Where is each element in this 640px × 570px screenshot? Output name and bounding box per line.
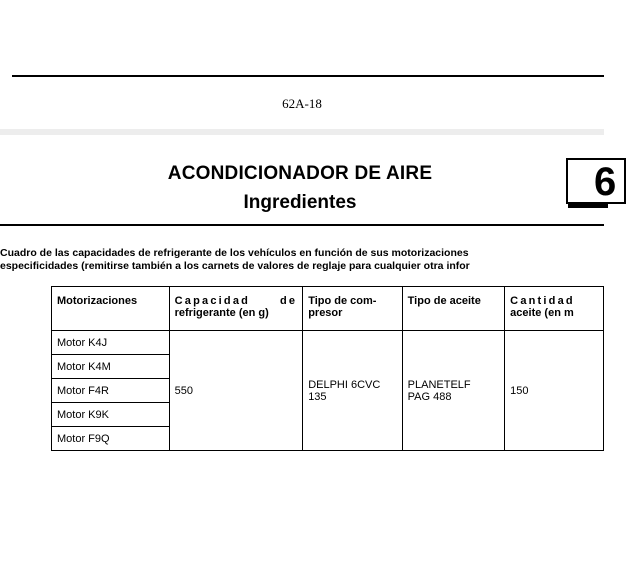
intro-line-2: especificidades (remitirse también a los carnets de valores de reglaje para cualquier otra infor	[0, 260, 470, 272]
engine-cell: Motor F9Q	[52, 427, 170, 451]
refrigerant-table	[51, 286, 604, 451]
refrigerant-capacity-cell: 550	[169, 331, 303, 451]
section-subtitle: Ingredientes	[243, 192, 357, 213]
engine-cell: Motor K4J	[52, 331, 170, 355]
oil-type-cell: PLANETELF PAG 488	[402, 331, 505, 451]
chapter-badge-shadow	[568, 204, 608, 208]
page-number: 62A-18	[282, 96, 322, 111]
header-engines: Motorizaciones	[52, 287, 170, 331]
section-rule	[0, 224, 604, 226]
table-row	[52, 331, 604, 355]
header-refrigerant-capacity: Capacidad de refrigerante (en g)	[169, 287, 303, 331]
intro-paragraph	[0, 247, 640, 273]
engine-cell: Motor F4R	[52, 379, 170, 403]
table-header-row	[52, 287, 604, 331]
header-compressor-type: Tipo de com- presor	[303, 287, 402, 331]
header-oil-type: Tipo de aceite	[402, 287, 505, 331]
header-rule	[12, 75, 604, 77]
oil-quantity-cell: 150	[505, 331, 604, 451]
header-oil-quantity: Cantidad aceite (en m	[505, 287, 604, 331]
chapter-badge: 6	[566, 158, 626, 204]
compressor-cell: DELPHI 6CVC 135	[303, 331, 402, 451]
section-title: ACONDICIONADOR DE AIRE	[167, 163, 433, 184]
engine-cell: Motor K4M	[52, 355, 170, 379]
intro-line-1: Cuadro de las capacidades de refrigerante de los vehículos en función de sus motorizaciones	[0, 247, 469, 259]
engine-cell: Motor K9K	[52, 403, 170, 427]
page-separator	[0, 129, 604, 135]
